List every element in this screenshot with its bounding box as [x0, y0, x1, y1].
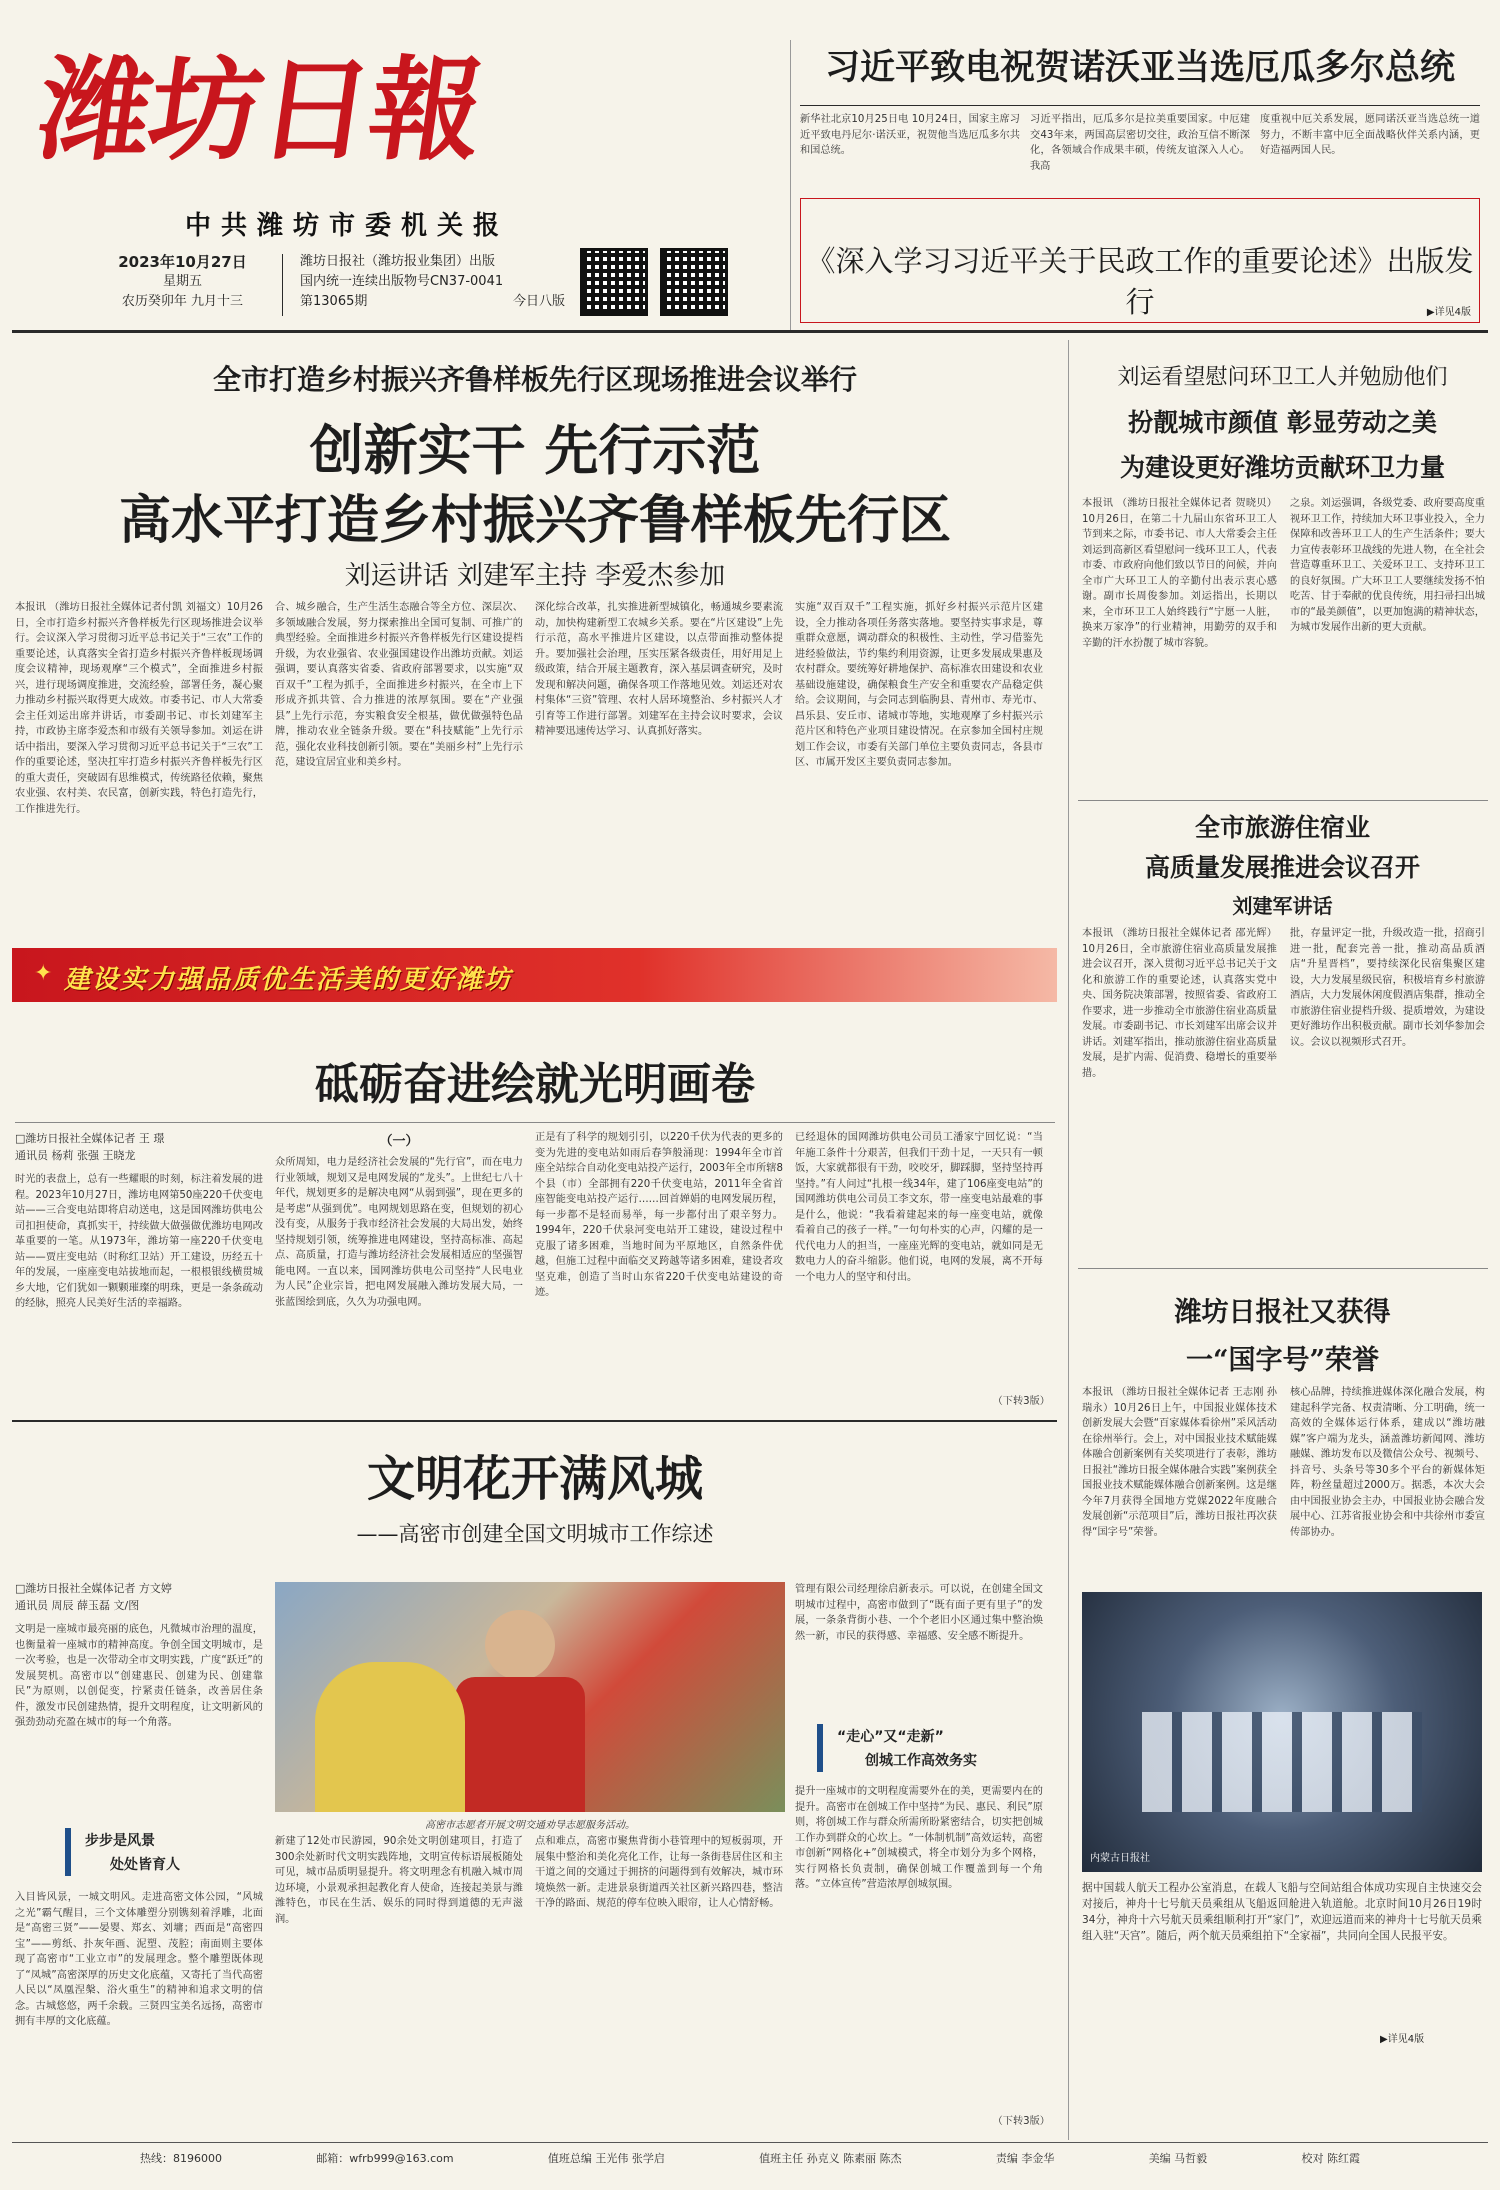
- right-deck-2: 刘建军讲话: [1232, 894, 1333, 918]
- civ-tag-2: [795, 1716, 1043, 1780]
- publisher-block: [300, 252, 565, 312]
- mid-continued[interactable]: （下转3版）: [992, 1396, 1050, 1407]
- footer-email[interactable]: 邮箱：wfrb999@163.com: [316, 2152, 454, 2165]
- astronaut-photo[interactable]: [1082, 1592, 1482, 1872]
- mid-section-mark: （一）: [379, 1134, 419, 1149]
- lead-kicker: 全市打造乡村振兴齐鲁样板先行区现场推进会议举行: [212, 363, 857, 396]
- civ-col-2: 新建了12处市民游园，90余处文明创建项目，打造了300余处新时代文明实践阵地，文明宣传标语展板随处可见，城市品质明显提升。将文明理念有机融入城市周边环境，小景观承担起教化育人使命，连接起美景与潍潍特色，市民在生活、娱乐的同时得到道德的无声滋润。: [275, 1836, 523, 1925]
- footer-editor-2: 值班主任 孙克义 陈素丽 陈杰: [759, 2152, 902, 2165]
- lead-col-4: 实施“双百双千”工程实施，抓好乡村振兴示范片区建设，全力推动各项任务落实落地。要坚持实事求是，尊重群众意愿，调动群众的积极性、主动性，学习借鉴先进经验做法，节约集约利用资源，让更多发展成果惠及农村群众。要统筹好耕地保护、高标准农田建设和农业基础设施建设，确保粮食生产安全和重要农产品稳定供给。会议期间，与会同志到临朐县、青州市、寿光市、昌乐县、安丘市、诸城市等地，实地观摩了乡村振兴示范片区和特色产业项目建设情况。在京参加全国村庄规划工作会议，市委有关部门单位主要负责同志，各县市区、市属开发区主要负责同志参加。: [795, 602, 1043, 768]
- right-col-1b: 之泉。刘运强调，各级党委、政府要高度重视环卫工作，持续加大环卫事业投入，全力保障和改善环卫工人的生产生活条件；要大力宣传表彰环卫战线的先进人物，在全社会营造尊重环卫工、关爱环卫工、支持环卫工的良好氛围。广大环卫工人要继续发扬不怕吃苦、甘于奉献的优良传统，用扫帚扫出城市的“最美颜值”，以更加饱满的精神状态，为城市发展作出新的更大贡献。: [1290, 498, 1485, 633]
- civ-tag-1-line-1: 步步是风景: [85, 1833, 155, 1849]
- lead-deck: 刘运讲话 刘建军主持 李爱杰参加: [344, 561, 726, 591]
- right-col-2b: 批，存量评定一批，升级改造一批，招商引进一批，配套完善一批，推动高品质酒店“升星晋档”，要持续深化民宿集聚区建设，大力发展星级民宿，积极培育乡村旅游酒店，大力发展休闲度假酒店集群，推动全市旅游住宿业提档升级、提质增效，为建设更好潍坊作出积极贡献。副市长刘华参加会议。会议以视频形式召开。: [1290, 928, 1485, 1048]
- civ-tag-1: [15, 1820, 263, 1884]
- mid-byline: □潍坊日报社全媒体记者 王 璟 通讯员 杨莉 张强 王晓龙: [15, 1132, 165, 1162]
- publisher: 潍坊日报社（潍坊报业集团）出版: [300, 254, 496, 269]
- top-article-col-2: 习近平指出，厄瓜多尔是拉美重要国家。中厄建交43年来，两国高层密切交往，政治互信不断深化，各领域合作成果丰硕，传统友谊深入人心。我高: [1030, 114, 1250, 172]
- right-title-3a[interactable]: 潍坊日报社又获得: [1174, 1297, 1391, 1328]
- tag-bar-icon-2: [817, 1724, 823, 1772]
- issue-weekday: 星期五: [162, 274, 202, 289]
- right-title-1a[interactable]: 扮靓城市颜值 彰显劳动之美: [1128, 408, 1437, 437]
- lead-col-1-text: 会议深入学习贯彻习近平总书记关于“三农”工作的重要论述，认真落实全省打造乡村振兴齐鲁样板现场调度会议精神，现场观摩“三个模式”，全面推进乡村振兴，进行现场调度推进，交流经验，部署任务，凝心聚力推动乡村振兴取得更大成效。市委书记、市人大常委会主任刘运出席并讲话，市委副书记、市长刘建军主持，市政协主席李爱杰和市级有关领导参加。刘运在讲话中指出，要深入学习贯彻习近平总书记关于“三农”工作的重要论述，坚决扛牢打造乡村振兴齐鲁样板先行区的重大责任，突破固有思维模式，传统路径依赖，聚焦农业强、农村美、农民富，创新实践，特色打造先行，工作推进先行。: [15, 633, 263, 815]
- astronaut-caption: 据中国载人航天工程办公室消息，在载人飞船与空间站组合体成功实现自主快速交会对接后，神舟十七号航天员乘组从飞船返回舱进入轨道舱。北京时间10月26日19时34分，神舟十六号航天员乘组顺利打开“家门”，欢迎远道而来的神舟十七号航天员乘组入驻“天宫”。随后，两个航天员乘组拍下“全家福”，共同向全国人民报平安。: [1082, 1882, 1482, 1942]
- book-box[interactable]: [800, 198, 1480, 323]
- right-col-2a: 本报讯 （潍坊日报社全媒体记者 邵光辉）10月26日，全市旅游住宿业高质量发展推进会议召开，深入贯彻习近平总书记关于文化和旅游工作的重要论述，认真落实党中央、国务院决策部署，按照省委、省政府工作要求，进一步推动全市旅游住宿业高质量发展。市委副书记、市长刘建军出席会议并讲话。刘建军指出，推动旅游住宿业高质量发展，是扩内需、促消费、稳增长的重要举措。: [1082, 928, 1277, 1079]
- masthead-subtitle: 中共潍坊市委机关报: [185, 211, 510, 241]
- civ-byline: □潍坊日报社全媒体记者 方文婷 通讯员 周辰 薛玉磊 文/图: [15, 1582, 172, 1612]
- footer-editor-5: 校对 陈红霞: [1301, 2152, 1360, 2165]
- mid-col-3: 正是有了科学的规划引引，以220千伏为代表的更多的变为先进的变电站如雨后春笋般涌现：1994年全市首座全站综合自动化变电站投产运行，2003年全市所辖8个县（市）全部拥有220千伏变电站，2011年全省首座智能变电站投产运行……回首婵娟的电网发展历程，每一步都不是轻而易举，每一步都付出了艰辛努力。1994年，220千伏泉河变电站开工建设，建设过程中克服了诸多困难，当地时间为平原地区，自然条件优越，但施工过程中面临交叉跨越等诸多困难，建设者攻坚克难，创造了当时山东省220千伏变电站建设的奇迹。: [535, 1132, 783, 1298]
- top-article-col-3: 度重视中厄关系发展，愿同诺沃亚当选总统一道努力，不断丰富中厄全面战略伙伴关系内涵，更好造福两国人民。: [1260, 114, 1480, 156]
- mid-col-2: 众所周知，电力是经济社会发展的“先行官”，而在电力行业领域，规划又是电网发展的“龙头”。上世纪七八十年代，规划更多的是解决电网“从弱到强”，现在更多的是考虑“从强到优”。电网规划思路在变，但规划的初心没有变，从服务于我市经济社会发展的大局出发，始终坚持规划引领，统筹推进电网建设，坚持高标准、高起点、高质量，打造与潍坊经济社会发展相适应的坚强智能电网。一直以来，国网潍坊供电公司坚持“人民电业为人民”企业宗旨，把电网发展融入潍坊发展大局，一张蓝图绘到底，久久为功强电网。: [275, 1157, 523, 1308]
- right-col-3a: 本报讯 （潍坊日报社全媒体记者 王志刚 孙瑞永）10月26日上午，中国报业媒体技术创新发展大会暨“百家媒体看徐州”采风活动在徐州举行。会上，对中国报业技术赋能媒体融合创新案例有关奖项进行了表彰，潍坊日报社“潍坊日报全媒体融合实践”案例获全国报业技术赋能媒体融合创新案例。这是继今年7月获得全国地方党媒2022年度融合发展创新“示范项目”后，潍坊日报社再次获得“国字号”荣誉。: [1082, 1387, 1277, 1538]
- vest-icon: [455, 1677, 585, 1812]
- civ-tag-2-line-2: 创城工作高效务实: [865, 1753, 977, 1769]
- serial-number: 国内统一连续出版物号CN37-0041: [300, 274, 504, 289]
- mid-col-4: 已经退休的国网潍坊供电公司员工潘家宁回忆说：“当年施工条件十分艰苦，但我们干劲十足，一天只有一顿饭，大家就都很有干劲，咬咬牙，脚踩脚，坚持坚持再坚持。”有人问过“扎根一线34年，建了106座变电站”的国网潍坊供电公司员工李文东，带一座变电站最难的事是什么，他说：“我看着建起来的每一座变电站，就像看着自己的孩子一样。”一句句朴实的心声，闪耀的是一代代电力人的担当，一座座光辉的变电站，就如同是无数电力人的奋斗缩影。他们说，电网的发展，离不开每一个电力人的坚守和付出。: [795, 1132, 1043, 1283]
- top-article-col-1: 新华社北京10月25日电 10月24日，国家主席习近平致电丹尼尔·诺沃亚，祝贺他当选厄瓜多尔共和国总统。: [800, 114, 1020, 156]
- footer-editor-4: 美编 马哲毅: [1148, 2152, 1208, 2165]
- tag-bar-icon: [65, 1828, 71, 1876]
- civ-col-1b: 入目皆风景，一城文明风。走进高密文体公园，“风城之光”霸气醒目，三个文体雕塑分别镌刻着浮雕，北面是“高密三贤”——晏婴、郑玄、刘墉；西面是“高密四宝”——剪纸、扑灰年画、泥塑、茂腔；南面则主要体现了高密市“工业立市”的发展理念。整个雕塑既体现了“凤城”高密深厚的历史文化底蕴，又寄托了当代高密人民以“凤凰涅槃、浴火重生”的精神和追求文明的信念。古城悠悠，两千余载。三贤四宝美名远扬，高密市拥有丰厚的文化底蕴。: [15, 1892, 263, 2027]
- mid-col-2-wrap: [275, 1130, 523, 1410]
- civ-col-4a: 管理有限公司经理徐启新表示。可以说，在创建全国文明城市过程中，高密市做到了“既有面子更有里子”的发展，一条条背街小巷、一个个老旧小区通过集中整治焕然一新，市民的获得感、幸福感、安全感不断提升。: [795, 1584, 1043, 1642]
- date-block: [100, 252, 265, 312]
- mid-col-1: 时光的表盘上，总有一些耀眼的时刻，标注着发展的进程。2023年10月27日，潍坊电网第50座220千伏变电站——三合变电站即将启动送电，这是国网潍坊供电公司扣担使命，真抓实干，持续做大做强做优潍坊电网改革重要的一笔。从1973年，潍坊第一座220千伏变电站——贾庄变电站（时称红卫站）开工建设，历经五十年的发展，一座座变电站拔地而起，一根根银线横贯城乡大地，它们犹如一颗颗璀璨的明珠，更是一条条疏动的经脉，照亮人民美好生活的幸福路。: [15, 1174, 263, 1309]
- lead-col-3: 深化综合改革，扎实推进新型城镇化，畅通城乡要素流动，加快构建新型工农城乡关系。要在“片区建设”上先行示范，高水平推进片区建设，以点带面推动整体提升。要加强社会治理，压实压紧各级责任，用好用足上级政策，结合开展主题教育，深入基层调查研究，及时发现和解决问题，确保各项工作落地见效。刘运还对农村集体“三资”管理、农村人居环境整治、乡村振兴人才引育等工作进行部署。刘建军在主持会议时要求，会议精神要迅速传达学习、认真抓好落实。: [535, 602, 783, 737]
- civ-col-3: 点和难点，高密市聚焦背街小巷管理中的短板弱项，开展集中整治和美化亮化工作，让每一条街巷居住区和主干道之间的交通过于拥挤的问题得到有效解决，城市环境焕然一新。走进景泉街道西关社区新兴路四巷，整洁干净的路面、规范的停车位映入眼帘，让人心情舒畅。: [535, 1836, 783, 1909]
- footer-hotline: 热线：8196000: [140, 2152, 222, 2165]
- issue-date: 2023年10月27日: [118, 253, 247, 271]
- footer-bar: [140, 2150, 1360, 2166]
- issue-number: 第13065期: [300, 294, 368, 309]
- lead-col-1: [15, 600, 263, 940]
- civ-photo[interactable]: [275, 1582, 785, 1812]
- right-col-1a: 本报讯 （潍坊日报社全媒体记者 贺晓贝）10月26日，在第二十九届山东省环卫工人节到来之际，市委书记、市人大常委会主任刘运到高新区看望慰问一线环卫工人，代表市委、市政府向他们致以节日的问候，并向全市广大环卫工人的辛勤付出表示衷心感谢。副市长周俊参加。刘运指出，长期以来，全市环卫工人始终践行“宁愿一人脏，换来万家净”的行业精神，用勤劳的双手和辛勤的汗水扮靓了城市容貌。: [1082, 498, 1277, 649]
- arrow-icon: ▶: [1426, 307, 1435, 318]
- civ-deck: ——高密市创建全国文明城市工作综述: [356, 1522, 714, 1546]
- star-icon: ✦: [34, 961, 53, 986]
- right-title-3b[interactable]: 一“国字号”荣誉: [1185, 1345, 1380, 1376]
- lead-byline: 本报讯 （潍坊日报社全媒体记者付凯 刘福文）10月26日，全市打造乡村振兴齐鲁样板先行区现场推进会议举行。: [15, 602, 263, 644]
- person-icon: [485, 1610, 555, 1680]
- right-title-1b[interactable]: 为建设更好潍坊贡献环卫力量: [1119, 453, 1445, 482]
- mid-title[interactable]: 砥砺奋进绘就光明画卷: [315, 1059, 755, 1110]
- right-kicker-1: 刘运看望慰问环卫工人并勉励他们: [1117, 365, 1448, 390]
- lunar-date: 农历癸卯年 九月十三: [121, 294, 244, 309]
- slogan-text: 建设实力强品质优生活美的更好潍坊: [64, 965, 513, 995]
- qr-code-icon-2[interactable]: [660, 248, 728, 316]
- arrow-icon-2: ▶: [1380, 2034, 1388, 2045]
- civ-photo-caption: 高密市志愿者开展文明交通劝导志愿服务活动。: [425, 1820, 635, 1831]
- slogan-banner: [12, 948, 1057, 1002]
- civ-tag-1-line-2: 处处皆育人: [110, 1857, 180, 1873]
- page-count: 今日八版: [512, 294, 565, 309]
- footer-editor-3: 责编 李金华: [995, 2152, 1055, 2165]
- masthead-logo: 潍坊日報: [30, 45, 490, 176]
- civ-tag-2-line-1: “走心”又“走新”: [837, 1729, 944, 1745]
- right-title-2[interactable]: 高质量发展推进会议召开: [1144, 853, 1420, 882]
- lead-title-2[interactable]: 高水平打造乡村振兴齐鲁样板先行区: [118, 490, 951, 551]
- civ-col-4b: 提升一座城市的文明程度需要外在的美，更需要内在的提升。高密市在创城工作中坚持“为民、惠民、利民”原则，将创城工作与群众所需所盼紧密结合，切实把创城工作办到群众的心坎上。“一体制机制”高效运转，高密市创新“网格化+”创城模式，将全市划分为多个网格，实行网格长负责制，确保创城工作覆盖到每一个角落。“立体宣传”营造浓厚创城氛围。: [795, 1786, 1043, 1890]
- civ-title[interactable]: 文明花开满风城: [366, 1451, 703, 1507]
- right-see-page[interactable]: ▶详见4版: [1380, 2034, 1425, 2045]
- top-headline[interactable]: 习近平致电祝贺诺沃亚当选厄瓜多尔总统: [824, 47, 1455, 88]
- astronaut-group-icon: [1142, 1712, 1422, 1812]
- issue-number-row: [300, 292, 565, 312]
- book-headline: 《深入学习习近平关于民政工作的重要论述》出版发行: [806, 244, 1474, 319]
- lead-col-2: 合、城乡融合，生产生活生态融合等全方位、深层次、多领域融合发展，努力探索推出全国可复制、可推广的典型经验。全面推进乡村振兴齐鲁样板先行区建设提档升级，为农业强省、农业强国建设作出潍坊贡献。刘运强调，要认真落实省委、省政府部署要求，以实施“双百双千”工程为抓手，全面推进乡村振兴，在全市上下形成齐抓共管、合力推进的浓厚氛围。要在“产业强县”上先行示范，夯实粮食安全根基，做优做强特色品牌，推动农业全链条升级。要在“科技赋能”上先行示范，强化农业科技创新引领。要在“美丽乡村”上先行示范，建设宜居宜业和美乡村。: [275, 602, 523, 768]
- right-col-3b: 核心品牌，持续推进媒体深化融合发展，构建起科学完备、权责清晰、分工明确，统一高效的全媒体运行体系，建成以“潍坊融媒”客户端为龙头，涵盖潍坊新闻网、潍坊融媒、潍坊发布以及微信公众号、视频号、抖音号、头条号等30多个平台的新媒体矩阵，粉丝量超过2000万。据悉，本次大会由中国报业协会主办，中国报业协会融合发展中心、江苏省报业协会和中共徐州市委宣传部协办。: [1290, 1387, 1485, 1538]
- civ-col-1a: 文明是一座城市最亮丽的底色，凡微城市治理的温度，也衡量着一座城市的精神高度。争创全国文明城市，是一次考验，也是一次带动全市文明实践，广度“跃迁”的发展契机。高密市以“创建惠民、创建为民、创建靠民”为原则，以创促变，拧紧责任链条，改善居住条件，激发市民创建热情，提升文明程度，让文明新风的强劲劲动充盈在城市的每一个角落。: [15, 1624, 263, 1728]
- photo-tag: 内蒙古日报社: [1090, 1853, 1150, 1864]
- footer-editor-1: 值班总编 王光伟 张学启: [547, 2152, 665, 2165]
- right-kicker-2: 全市旅游住宿业: [1194, 813, 1370, 842]
- person-icon-2: [315, 1662, 465, 1812]
- lead-title-1[interactable]: 创新实干 先行示范: [309, 418, 761, 482]
- qr-code-icon[interactable]: [580, 248, 648, 316]
- book-see-page[interactable]: ▶详见4版: [1426, 307, 1471, 318]
- civ-continued[interactable]: （下转3版）: [992, 2116, 1050, 2127]
